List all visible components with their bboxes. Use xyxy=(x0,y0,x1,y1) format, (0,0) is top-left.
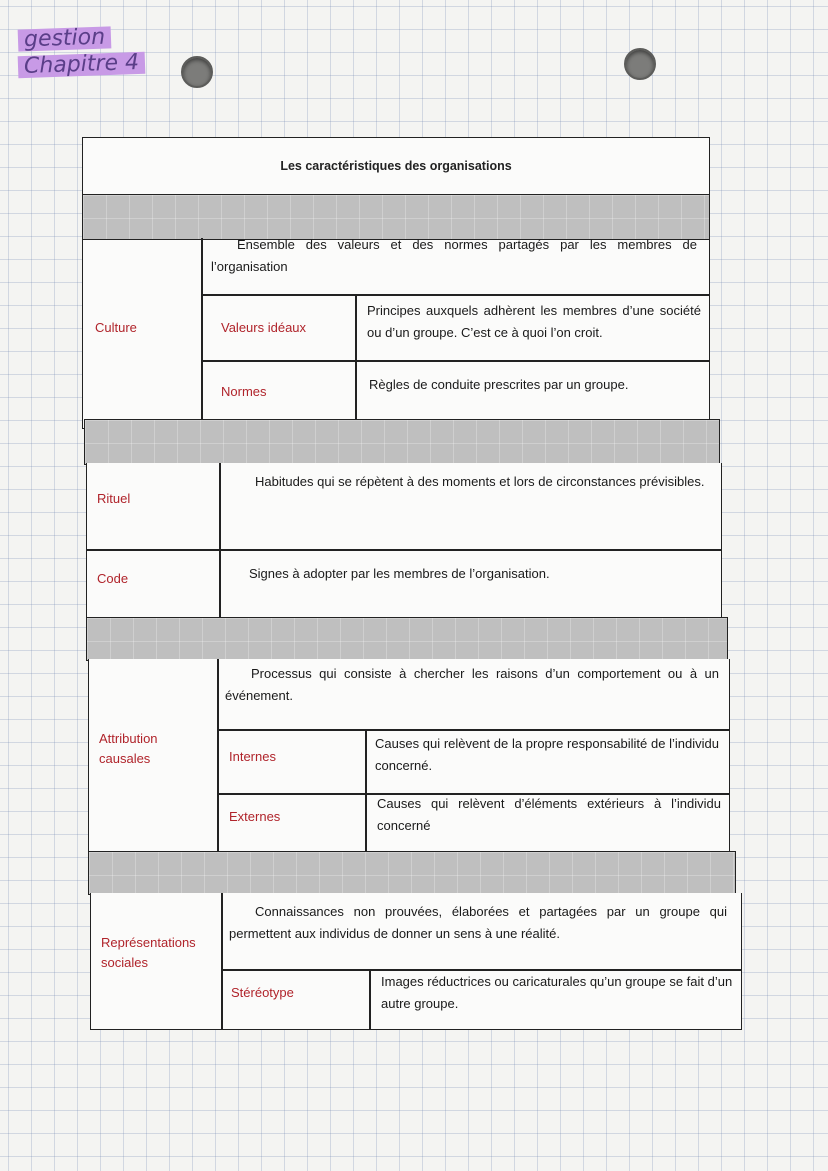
heading-highlight-chapitre: Chapitre 4 xyxy=(18,52,146,78)
internes-text: Causes qui relèvent de la propre responsabilité de l’individu concerné. xyxy=(375,736,719,773)
row-divider xyxy=(201,294,709,296)
label-valeurs-ideaux: Valeurs idéaux xyxy=(221,320,307,335)
column-divider xyxy=(365,729,367,853)
label-code: Code xyxy=(97,571,129,586)
label-rituel: Rituel xyxy=(97,491,131,506)
culture-definition: Ensemble des valeurs et des normes partagés par les membres de l’organisation xyxy=(211,237,697,274)
label-culture: Culture xyxy=(95,320,137,335)
label-internes: Internes xyxy=(229,749,276,764)
row-divider xyxy=(87,549,721,551)
column-divider xyxy=(219,463,221,619)
row-divider xyxy=(217,729,729,731)
column-divider xyxy=(369,969,371,1029)
valeurs-ideaux-text: Principes auxquels adhèrent les membres d’une société ou d’un groupe. C’est ce à quoi l’on croit. xyxy=(367,303,701,340)
row-divider xyxy=(201,360,709,362)
column-divider xyxy=(201,238,203,428)
label-externes: Externes xyxy=(229,809,281,824)
label-stereotype: Stéréotype xyxy=(231,985,294,1000)
label-representations-sociales: Représentations sociales xyxy=(101,935,196,970)
heading-highlight-gestion: gestion xyxy=(18,26,112,51)
table-section-attribution xyxy=(88,659,730,854)
representations-definition: Connaissances non prouvées, élaborées et partagées par un groupe qui permettent aux individus de donner un sens à une réalité. xyxy=(229,904,727,941)
code-text: Signes à adopter par les membres de l’organisation. xyxy=(249,566,550,581)
rituel-text: Habitudes qui se répètent à des moments et lors de circonstances prévisibles. xyxy=(255,474,705,489)
table-section-rituel-code xyxy=(86,463,722,620)
punch-hole-right xyxy=(624,48,656,80)
stereotype-text: Images réductrices ou caricaturales qu’un groupe se fait d’un autre groupe. xyxy=(381,974,733,1011)
column-divider xyxy=(217,659,219,853)
table-title: Les caractéristiques des organisations xyxy=(280,159,512,173)
table-section-culture xyxy=(82,137,710,429)
column-divider xyxy=(221,893,223,1029)
table-section-representations xyxy=(90,893,742,1030)
separator-band xyxy=(84,419,720,465)
externes-text: Causes qui relèvent d’éléments extérieurs à l’individu concerné xyxy=(377,796,721,833)
attribution-definition: Processus qui consiste à chercher les raisons d’un comportement ou à un événement. xyxy=(225,666,719,703)
separator-band xyxy=(88,851,736,895)
separator-band xyxy=(86,617,728,661)
punch-hole-left xyxy=(181,56,213,88)
label-attribution-causales: Attribution causales xyxy=(99,731,158,766)
label-normes: Normes xyxy=(221,384,267,399)
normes-text: Règles de conduite prescrites par un groupe. xyxy=(369,377,629,392)
